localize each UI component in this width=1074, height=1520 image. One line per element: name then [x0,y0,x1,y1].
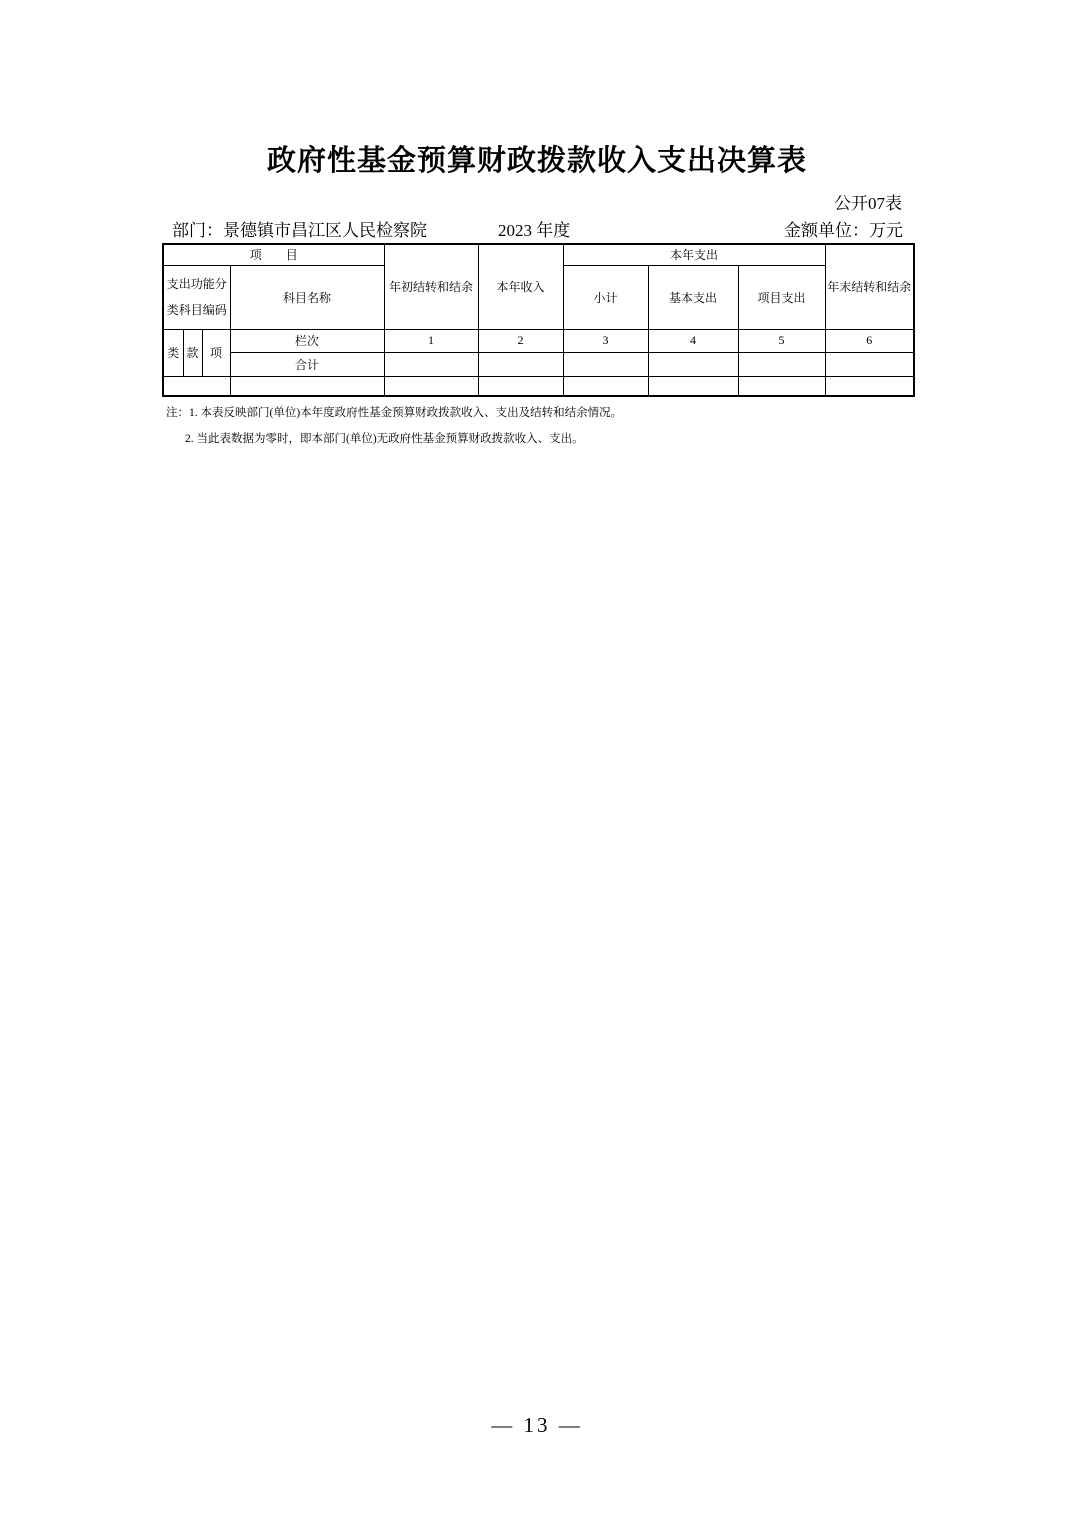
header-subject-name: 科目名称 [230,265,384,329]
empty-row-cell [230,376,384,396]
note-line-1: 注：1. 本表反映部门(单位)本年度政府性基金预算财政拨款收入、支出及结转和结余情况。 [166,407,623,419]
total-row-cell [825,352,914,376]
column-number-2: 2 [478,329,563,352]
header-opening-balance: 年初结转和结余 [384,244,478,329]
header-subtotal: 小计 [563,265,648,329]
meta-row [162,216,913,240]
total-row-cell [563,352,648,376]
total-row-cell [384,352,478,376]
page-title: 政府性基金预算财政拨款收入支出决算表 [266,143,807,177]
table-row [163,329,914,352]
amount-unit-label: 金额单位：万元 [784,221,903,240]
fiscal-table [162,243,915,397]
empty-row-cell [563,376,648,396]
column-number-4: 4 [648,329,738,352]
empty-row-code-cell [163,376,230,396]
form-code-label: 公开07表 [834,194,902,213]
total-row-label: 合计 [230,352,384,376]
table-row [163,376,914,396]
header-basic-expenditure: 基本支出 [648,265,738,329]
empty-row-cell [478,376,563,396]
page-number: — 13 — [491,1413,583,1437]
year-label: 2023 年度 [498,221,571,240]
functional-code-line1: 支出功能分 [166,277,227,291]
header-current-year-revenue: 本年收入 [478,244,563,329]
row-label-columns: 栏次 [230,329,384,352]
total-row-cell [648,352,738,376]
header-clause: 款 [183,329,202,376]
empty-row-cell [738,376,825,396]
header-functional-code [163,265,230,329]
header-category: 类 [163,329,183,376]
empty-row-cell [648,376,738,396]
empty-row-cell [384,376,478,396]
department-label: 部门：景德镇市昌江区人民检察院 [172,221,427,240]
functional-code-line2: 类科目编码 [166,303,227,317]
header-project-expenditure: 项目支出 [738,265,825,329]
total-row-cell [478,352,563,376]
header-project: 项 目 [163,244,384,265]
table-row [163,352,914,376]
column-number-5: 5 [738,329,825,352]
header-closing-balance: 年末结转和结余 [825,244,914,329]
column-number-6: 6 [825,329,914,352]
total-row-cell [738,352,825,376]
header-item: 项 [202,329,230,376]
header-current-year-expenditure: 本年支出 [563,244,825,265]
column-number-1: 1 [384,329,478,352]
column-number-3: 3 [563,329,648,352]
table-row [163,244,914,265]
note-line-2: 2. 当此表数据为零时，即本部门(单位)无政府性基金预算财政拨款收入、支出。 [185,433,584,445]
